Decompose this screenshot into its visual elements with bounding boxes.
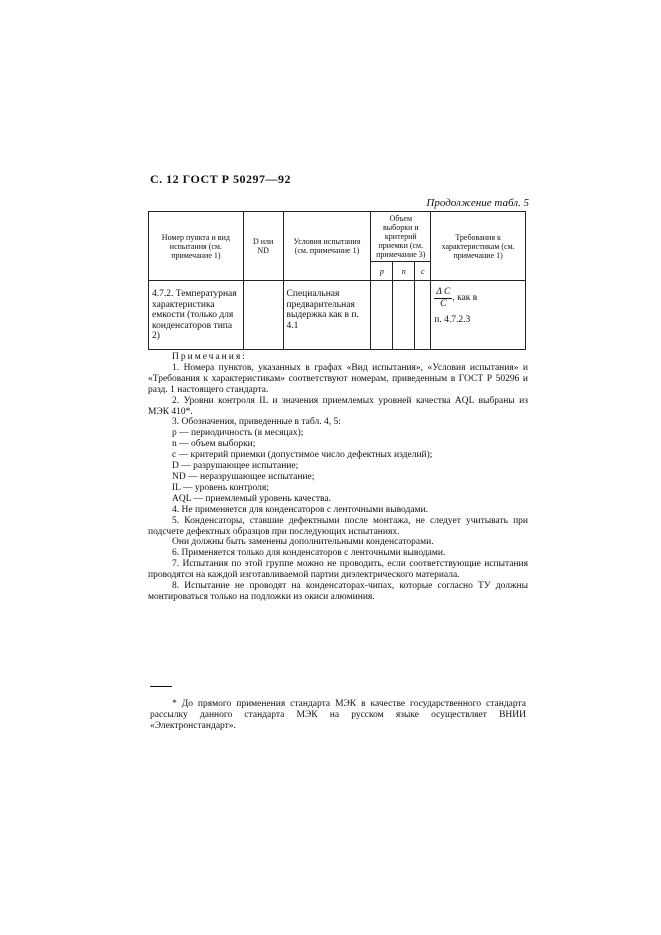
table-row xyxy=(149,281,526,350)
cell-conditions: Специальная предварительная выдержка как в п. 4.1 xyxy=(283,281,371,350)
note-6: 6. Применяется только для конденсаторов с ленточными выводами. xyxy=(172,548,446,559)
header-conditions: Условия испытания (см. примечание 1) xyxy=(283,212,371,281)
test-table xyxy=(148,211,526,350)
notes-title: Примечания: xyxy=(172,352,247,362)
header-c: c xyxy=(415,262,431,281)
note-1: 1. Номера пунктов, указанных в графах «Вид испытания», «Условия испытания» и «Требования к характеристикам» соответствуют номерам, приведенным в ГОСТ Р 50296 и разд. 1 настоящего стандарта. xyxy=(148,362,528,395)
cell-dnd xyxy=(243,281,283,350)
fraction-denominator: C xyxy=(440,298,447,309)
header-n: n xyxy=(393,262,415,281)
note-7: 7. Испытания по этой группе можно не проводить, если соответствующие испытания проводятся на каждой изготавливаемой партии диэлектрического материала. xyxy=(148,559,528,581)
legend-item: IL — уровень контроля; xyxy=(172,482,269,493)
cell-requirements xyxy=(431,281,526,350)
header-sample: Объем выборки и критерий приемки (см. примечание 3) xyxy=(371,212,431,262)
notes-section xyxy=(148,352,528,603)
cell-c xyxy=(415,281,431,350)
note-4: 4. Не применяется для конденсаторов с ленточными выводами. xyxy=(172,504,429,515)
legend-item: c — критерий приемки (допустимое число дефектных изделий); xyxy=(172,450,433,461)
note-8: 8. Испытание не проводят на конденсаторах-чипах, которые согласно ТУ должны монтироваться только на подложки из окиси алюминия. xyxy=(148,581,528,602)
cell-p xyxy=(371,281,393,350)
legend-item: ND — неразрушающее испытание; xyxy=(172,471,315,482)
cell-item: 4.7.2. Температурная характеристика емкости (только для конденсаторов типа 2) xyxy=(149,281,244,350)
cell-n xyxy=(393,281,415,350)
header-dnd: D или ND xyxy=(243,212,283,281)
note-5-continued: Они должны быть заменены дополнительными конденсаторами. xyxy=(172,537,434,548)
header-requirements: Требования к характеристикам (см. примечание 1) xyxy=(431,212,526,281)
delta-c-fraction xyxy=(434,287,452,309)
header-item: Номер пункта и вид испытания (см. примечание 1) xyxy=(149,212,244,281)
legend-item: D — разрушающее испытание; xyxy=(172,461,299,472)
table-header-row xyxy=(149,212,526,262)
page-header: С. 12 ГОСТ Р 50297—92 xyxy=(150,172,291,186)
legend-item: AQL — приемлемый уровень качества. xyxy=(172,493,331,504)
legend-item: n — объем выборки; xyxy=(172,439,256,450)
footnote-divider xyxy=(150,686,172,687)
note-5: 5. Конденсаторы, ставшие дефектными после монтажа, не следует учитывать при подсчете дефектных образцов при последующих испытаниях. xyxy=(148,515,528,537)
fraction-numerator: Δ C xyxy=(436,287,451,297)
table-continuation-label: Продолжение табл. 5 xyxy=(426,197,529,209)
requirement-suffix: , как в xyxy=(452,293,478,304)
header-p: p xyxy=(371,262,393,281)
note-3: 3. Обозначения, приведенные в табл. 4, 5: xyxy=(172,417,341,428)
footnote: * До прямого применения стандарта МЭК в качестве государственного стандарта рассылку данного стандарта МЭК на русском языке осуществляет ВНИИ «Электронстандарт». xyxy=(150,698,526,731)
requirement-reference: п. 4.7.2.3 xyxy=(434,315,471,325)
legend-item: p — периодичность (в месяцах); xyxy=(172,428,304,439)
note-2: 2. Уровни контроля IL и значения приемлемых уровней качества AQL выбраны из МЭК 410*. xyxy=(148,395,528,417)
